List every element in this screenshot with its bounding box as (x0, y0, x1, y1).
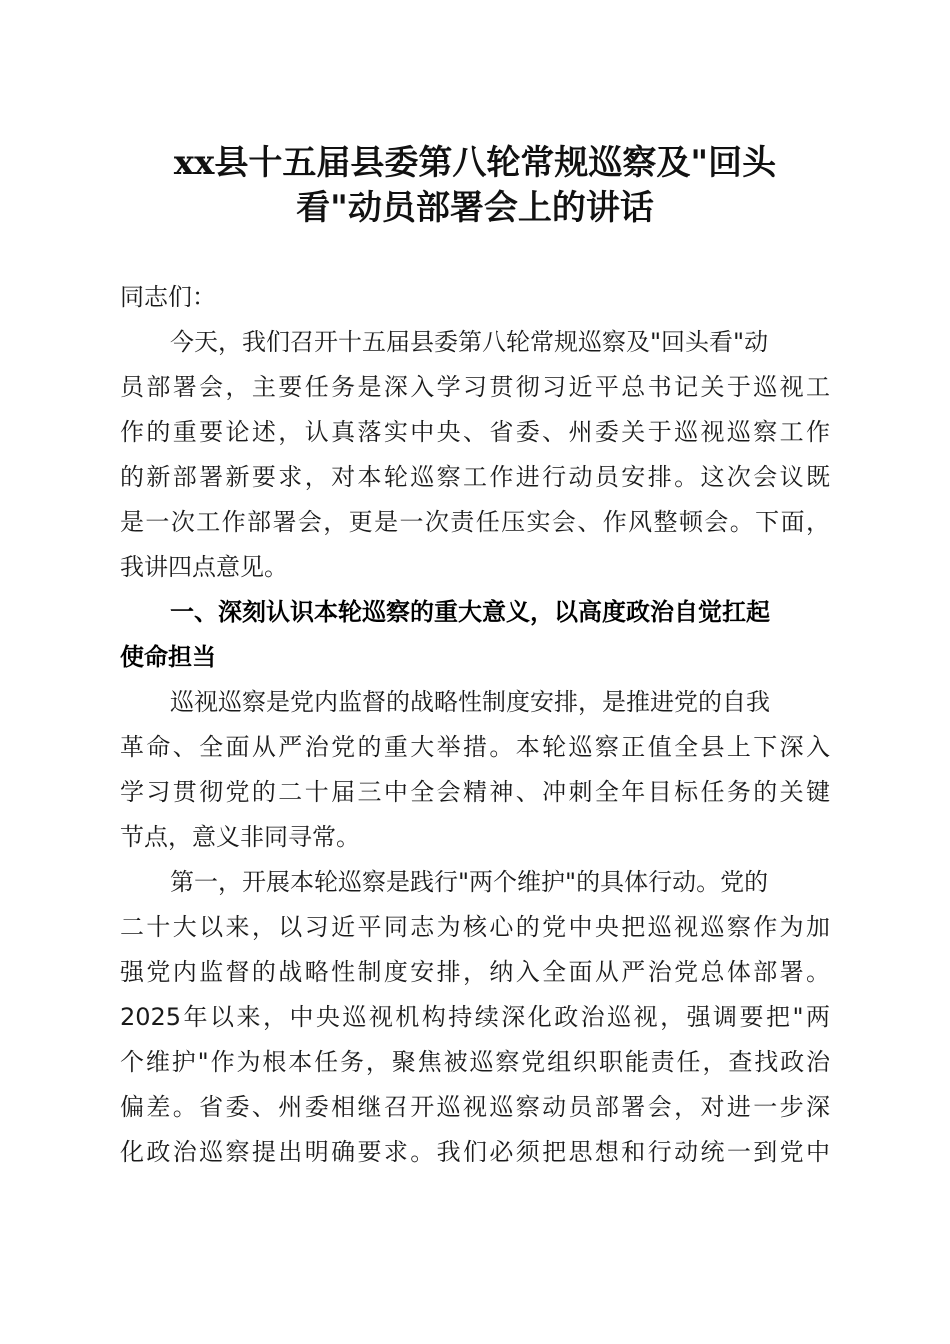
section-heading: 一、深刻认识本轮巡察的重大意义，以高度政治自觉扛起 (170, 598, 770, 626)
document-title-line-2: 看"动员部署会上的讲话 (296, 188, 654, 228)
section-heading: 使命担当 (120, 643, 216, 671)
body-line: 学习贯彻党的二十届三中全会精神、冲刺全年目标任务的关键 (120, 778, 830, 806)
body-line: 是一次工作部署会，更是一次责任压实会、作风整顿会。下面， (120, 508, 830, 536)
body-line: 员部署会，主要任务是深入学习贯彻习近平总书记关于巡视工 (120, 373, 830, 401)
body-line: 今天，我们召开十五届县委第八轮常规巡察及"回头看"动 (170, 328, 769, 356)
body-line: 巡视巡察是党内监督的战略性制度安排，是推进党的自我 (170, 688, 770, 716)
body-line: 个维护"作为根本任务，聚焦被巡察党组织职能责任，查找政治 (120, 1048, 830, 1076)
document-title-line-1: xx县十五届县委第八轮常规巡察及"回头 (173, 143, 777, 183)
body-line: 节点，意义非同寻常。 (120, 823, 360, 851)
body-line: 二十大以来，以习近平同志为核心的党中央把巡视巡察作为加 (120, 913, 830, 941)
body-line: 2025年以来，中央巡视机构持续深化政治巡视，强调要把"两 (120, 1003, 830, 1031)
body-line: 强党内监督的战略性制度安排，纳入全面从严治党总体部署。 (120, 958, 830, 986)
body-line: 的新部署新要求，对本轮巡察工作进行动员安排。这次会议既 (120, 463, 830, 491)
body-line: 化政治巡察提出明确要求。我们必须把思想和行动统一到党中 (120, 1138, 830, 1166)
body-line: 我讲四点意见。 (120, 553, 288, 581)
body-line: 偏差。省委、州委相继召开巡视巡察动员部署会，对进一步深 (120, 1093, 830, 1121)
greeting: 同志们： (120, 283, 216, 311)
body-line: 作的重要论述，认真落实中央、省委、州委关于巡视巡察工作 (120, 418, 830, 446)
body-line: 革命、全面从严治党的重大举措。本轮巡察正值全县上下深入 (120, 733, 830, 761)
body-line: 第一，开展本轮巡察是践行"两个维护"的具体行动。党的 (170, 868, 769, 896)
